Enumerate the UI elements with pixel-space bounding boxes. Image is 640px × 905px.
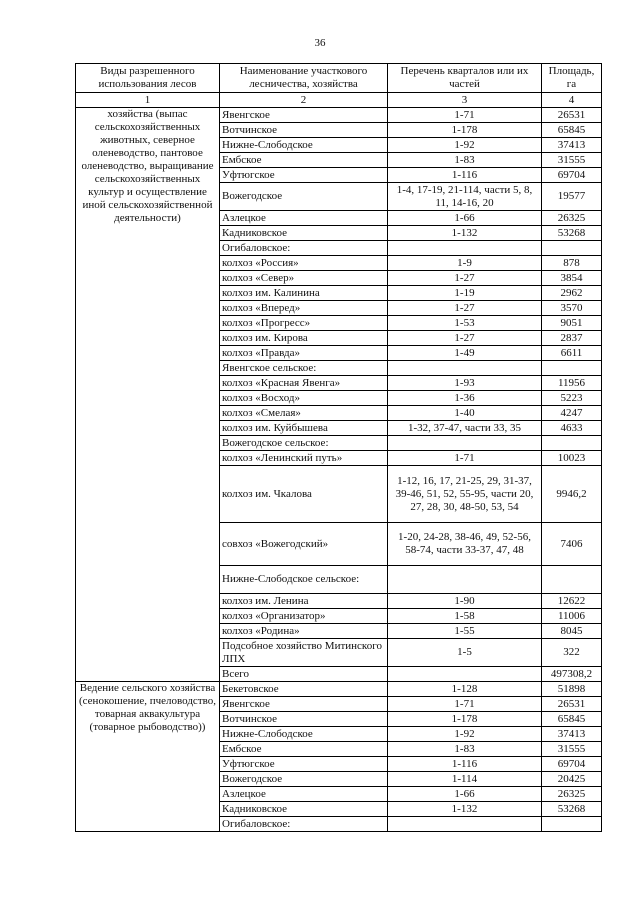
forestry-name-cell: колхоз «Смелая»: [220, 406, 388, 421]
quarters-cell: 1-5: [388, 639, 542, 667]
forestry-name-cell: Вотчинское: [220, 712, 388, 727]
area-cell: 3570: [542, 301, 602, 316]
area-cell: 11956: [542, 376, 602, 391]
column-number: 4: [542, 93, 602, 108]
quarters-cell: 1-27: [388, 271, 542, 286]
forestry-name-cell: колхоз «Прогресс»: [220, 316, 388, 331]
header-forestry-name: Наименование участкового лесничества, хозяйства: [220, 64, 388, 93]
area-cell: 37413: [542, 138, 602, 153]
forestry-name-cell: Кадниковское: [220, 802, 388, 817]
quarters-cell: 1-128: [388, 682, 542, 697]
area-cell: 2837: [542, 331, 602, 346]
quarters-cell: 1-66: [388, 211, 542, 226]
quarters-cell: 1-83: [388, 742, 542, 757]
header-quarters: Перечень кварталов или их частей: [388, 64, 542, 93]
area-cell: 65845: [542, 123, 602, 138]
quarters-cell: 1-178: [388, 123, 542, 138]
header-row: [76, 64, 602, 93]
quarters-cell: 1-93: [388, 376, 542, 391]
forestry-name-cell: колхоз «Ленинский путь»: [220, 451, 388, 466]
forestry-name-cell: совхоз «Вожегодский»: [220, 523, 388, 566]
quarters-cell: 1-53: [388, 316, 542, 331]
quarters-cell: 1-132: [388, 226, 542, 241]
area-cell: 26531: [542, 108, 602, 123]
use-type-cell: Ведение сельского хозяйства (сенокошение, пчеловодство, товарная аквакультура (товарное рыбоводство)): [76, 682, 220, 832]
area-cell: 20425: [542, 772, 602, 787]
forestry-name-cell: Вожегодское: [220, 772, 388, 787]
area-cell: 69704: [542, 757, 602, 772]
area-cell: 9051: [542, 316, 602, 331]
quarters-cell: 1-71: [388, 108, 542, 123]
forestry-name-cell: Явенгское сельское:: [220, 361, 388, 376]
total-label: Всего: [220, 667, 388, 682]
forestry-name-cell: колхоз «Организатор»: [220, 609, 388, 624]
forestry-name-cell: колхоз «Россия»: [220, 256, 388, 271]
forestry-name-cell: колхоз им. Чкалова: [220, 466, 388, 523]
column-number: 3: [388, 93, 542, 108]
forestry-name-cell: колхоз «Север»: [220, 271, 388, 286]
area-cell: 37413: [542, 727, 602, 742]
area-cell: 5223: [542, 391, 602, 406]
area-cell: [542, 361, 602, 376]
forestry-name-cell: колхоз им. Кирова: [220, 331, 388, 346]
quarters-cell: 1-83: [388, 153, 542, 168]
area-cell: 31555: [542, 742, 602, 757]
quarters-cell: 1-66: [388, 787, 542, 802]
forestry-name-cell: Нижне-Слободское: [220, 138, 388, 153]
forestry-name-cell: Нижне-Слободское сельское:: [220, 566, 388, 594]
quarters-cell: 1-4, 17-19, 21-114, части 5, 8, 11, 14-16, 20: [388, 183, 542, 211]
header-use-type: Виды разрешенного использования лесов: [76, 64, 220, 93]
quarters-cell: 1-55: [388, 624, 542, 639]
total-area: 497308,2: [542, 667, 602, 682]
area-cell: 65845: [542, 712, 602, 727]
forestry-name-cell: Уфтюгское: [220, 757, 388, 772]
area-cell: [542, 566, 602, 594]
forestry-name-cell: Явенгское: [220, 108, 388, 123]
area-cell: 51898: [542, 682, 602, 697]
page-number: 36: [314, 37, 326, 49]
quarters-cell: 1-178: [388, 712, 542, 727]
area-cell: 26531: [542, 697, 602, 712]
quarters-cell: 1-19: [388, 286, 542, 301]
forestry-name-cell: Вожегодское сельское:: [220, 436, 388, 451]
forestry-name-cell: Явенгское: [220, 697, 388, 712]
forestry-name-cell: колхоз им. Куйбышева: [220, 421, 388, 436]
forestry-name-cell: Огибаловское:: [220, 817, 388, 832]
forestry-name-cell: колхоз им. Калинина: [220, 286, 388, 301]
forestry-name-cell: Уфтюгское: [220, 168, 388, 183]
area-cell: 8045: [542, 624, 602, 639]
area-cell: 2962: [542, 286, 602, 301]
quarters-cell: [388, 566, 542, 594]
forestry-name-cell: колхоз им. Ленина: [220, 594, 388, 609]
area-cell: 322: [542, 639, 602, 667]
area-cell: 69704: [542, 168, 602, 183]
forestry-name-cell: Бекетовское: [220, 682, 388, 697]
quarters-cell: [388, 361, 542, 376]
quarters-cell: 1-90: [388, 594, 542, 609]
forestry-name-cell: Вотчинское: [220, 123, 388, 138]
column-number: 2: [220, 93, 388, 108]
area-cell: 12622: [542, 594, 602, 609]
quarters-cell: 1-36: [388, 391, 542, 406]
quarters-cell: 1-20, 24-28, 38-46, 49, 52-56, 58-74, части 33-37, 47, 48: [388, 523, 542, 566]
area-cell: 53268: [542, 226, 602, 241]
area-cell: 53268: [542, 802, 602, 817]
forestry-name-cell: Азлецкое: [220, 787, 388, 802]
area-cell: 26325: [542, 787, 602, 802]
quarters-cell: 1-116: [388, 757, 542, 772]
total-quarters-empty: [388, 667, 542, 682]
use-type-cell: хозяйства (выпас сельскохозяйственных животных, северное оленеводство, пантовое оленеводство, выращивание сельскохозяйственных культур и осуществление иной сельскохозяйственной деятельности): [76, 108, 220, 682]
area-cell: 4247: [542, 406, 602, 421]
forest-use-table: [75, 63, 602, 832]
quarters-cell: 1-116: [388, 168, 542, 183]
column-number-row: [76, 93, 602, 108]
forestry-name-cell: Вожегодское: [220, 183, 388, 211]
quarters-cell: 1-92: [388, 138, 542, 153]
table-row: [76, 108, 602, 123]
quarters-cell: 1-71: [388, 697, 542, 712]
forestry-name-cell: колхоз «Правда»: [220, 346, 388, 361]
quarters-cell: 1-12, 16, 17, 21-25, 29, 31-37, 39-46, 51, 52, 55-95, части 20, 27, 28, 30, 48-50, 53, 54: [388, 466, 542, 523]
quarters-cell: 1-92: [388, 727, 542, 742]
column-number: 1: [76, 93, 220, 108]
area-cell: [542, 436, 602, 451]
forestry-name-cell: колхоз «Родина»: [220, 624, 388, 639]
area-cell: 31555: [542, 153, 602, 168]
forestry-name-cell: Огибаловское:: [220, 241, 388, 256]
area-cell: 7406: [542, 523, 602, 566]
quarters-cell: 1-27: [388, 301, 542, 316]
area-cell: 19577: [542, 183, 602, 211]
area-cell: 3854: [542, 271, 602, 286]
area-cell: 26325: [542, 211, 602, 226]
forestry-name-cell: Подсобное хозяйство Митинского ЛПХ: [220, 639, 388, 667]
area-cell: 4633: [542, 421, 602, 436]
forestry-name-cell: колхоз «Красная Явенга»: [220, 376, 388, 391]
table-row: [76, 682, 602, 697]
quarters-cell: 1-32, 37-47, части 33, 35: [388, 421, 542, 436]
forestry-name-cell: Ембское: [220, 153, 388, 168]
quarters-cell: [388, 241, 542, 256]
quarters-cell: 1-114: [388, 772, 542, 787]
forestry-name-cell: колхоз «Вперед»: [220, 301, 388, 316]
forestry-name-cell: Ембское: [220, 742, 388, 757]
area-cell: 11006: [542, 609, 602, 624]
quarters-cell: 1-9: [388, 256, 542, 271]
quarters-cell: [388, 436, 542, 451]
area-cell: 9946,2: [542, 466, 602, 523]
area-cell: 10023: [542, 451, 602, 466]
area-cell: 6611: [542, 346, 602, 361]
header-area: Площадь, га: [542, 64, 602, 93]
quarters-cell: 1-49: [388, 346, 542, 361]
quarters-cell: 1-27: [388, 331, 542, 346]
quarters-cell: 1-71: [388, 451, 542, 466]
forestry-name-cell: Азлецкое: [220, 211, 388, 226]
forestry-name-cell: Кадниковское: [220, 226, 388, 241]
forestry-name-cell: колхоз «Восход»: [220, 391, 388, 406]
forestry-name-cell: Нижне-Слободское: [220, 727, 388, 742]
area-cell: [542, 241, 602, 256]
area-cell: [542, 817, 602, 832]
quarters-cell: 1-58: [388, 609, 542, 624]
area-cell: 878: [542, 256, 602, 271]
quarters-cell: 1-40: [388, 406, 542, 421]
quarters-cell: [388, 817, 542, 832]
quarters-cell: 1-132: [388, 802, 542, 817]
